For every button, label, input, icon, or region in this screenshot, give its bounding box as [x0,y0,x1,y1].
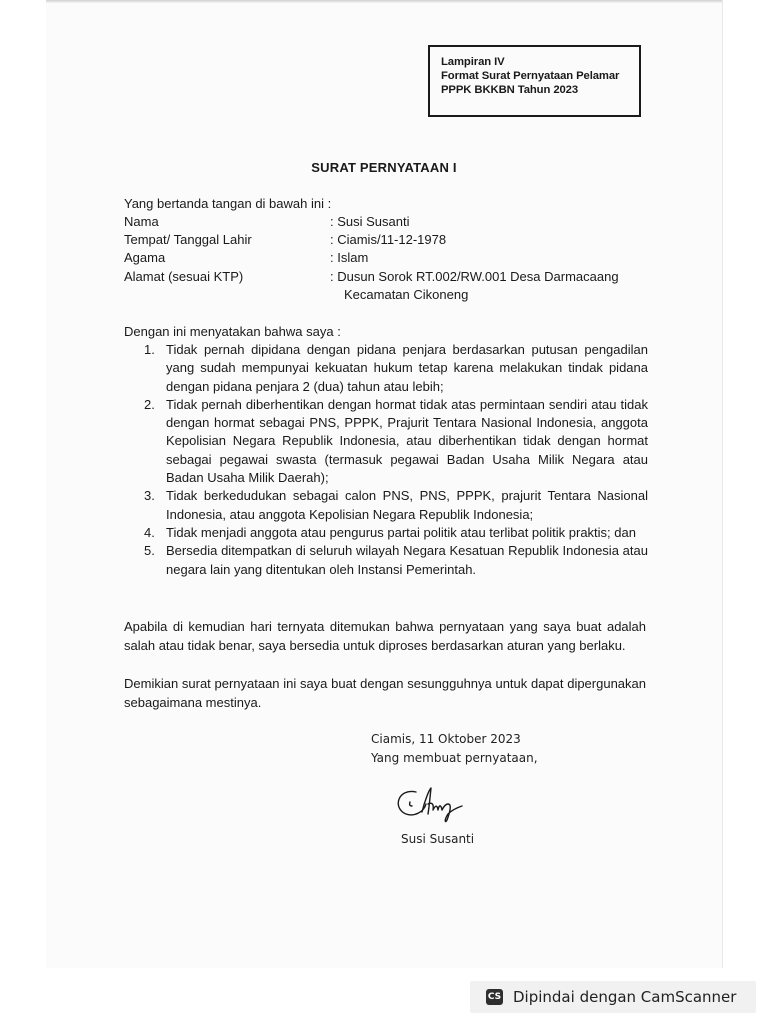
field-value: : Susi Susanti [330,214,410,229]
field-value: : Islam [330,250,369,265]
list-number: 1. [144,342,155,357]
list-text: Tidak menjadi anggota atau pengurus partai politik atau terlibat politik praktis; dan [166,524,636,540]
place-date: Ciamis, 11 Oktober 2023 [371,732,521,746]
list-number: 3. [144,488,155,504]
field-label: Tempat/ Tanggal Lahir [124,232,252,247]
lampiran-box [428,45,641,117]
lampiran-line-2: Format Surat Pernyataan Pelamar [441,70,620,82]
address-line-1: : Dusun Sorok RT.002/RW.001 Desa Darmacaang [330,269,619,284]
camscanner-icon: CS [486,989,503,1005]
list-item [124,542,648,579]
closing-paragraph-2: Demikian surat pernyataan ini saya buat dengan sesungguhnya untuk dapat dipergunakan sebagaimana mestinya. [124,676,646,710]
address-line-2: Kecamatan Cikoneng [344,287,469,302]
field-label: Agama [124,250,166,265]
handwritten-signature [392,782,468,826]
list-text: Tidak berkedudukan sebagai calon PNS, PNS, PPPK, prajurit Tentara Nasional Indonesia, atau anggota Kepolisian Negara Republik Indonesia; [166,488,648,522]
document-title: SURAT PERNYATAAN I [311,160,457,175]
lampiran-line-3: PPPK BKKBN Tahun 2023 [441,84,579,96]
signer-name: Susi Susanti [401,832,475,846]
field-label: Nama [124,214,159,229]
list-item [124,487,648,524]
camscanner-watermark [470,981,756,1013]
list-number: 4. [144,524,155,540]
scan-edge [46,0,722,3]
list-number: 2. [144,396,155,412]
field-value: : Ciamis/11-12-1978 [330,232,447,247]
camscanner-label: Dipindai dengan CamScanner [513,988,737,1006]
list-number: 5. [144,543,155,559]
statement-intro: Dengan ini menyatakan bahwa saya : [124,324,341,339]
statement-list [124,341,648,579]
list-text: Tidak pernah dipidana dengan pidana penjara berdasarkan putusan pengadilan yang sudah mempunyai kekuatan hukum tetap karena melakukan tindak pidana dengan pidana penjara 2 (dua) tahun atau lebih; [166,342,648,394]
list-item [124,341,648,396]
field-label: Alamat (sesuai KTP) [124,269,244,284]
list-text: Bersedia ditempatkan di seluruh wilayah Negara Kesatuan Republik Indonesia atau negara lain yang ditentukan oleh Instansi Pemerintah. [166,543,648,577]
closing-paragraph-1: Apabila di kemudian hari ternyata ditemukan bahwa pernyataan yang saya buat adalah salah atau tidak benar, saya bersedia untuk diproses berdasarkan aturan yang berlaku. [124,619,646,653]
intro-text: Yang bertanda tangan di bawah ini : [124,196,332,211]
list-item [124,524,648,542]
list-text: Tidak pernah diberhentikan dengan hormat tidak atas permintaan sendiri atau tidak dengan hormat sebagai PNS, PPPK, Prajurit Tentara Nasional Indonesia, anggota Kepolisian Negara Republik Indonesia, atau diberhentikan tidak dengan hormat sebagai pegawai swasta (termasuk pegawai Badan Usaha Milik Negara atau Badan Usaha Milik Daerah); [166,396,648,486]
list-item [124,396,648,487]
lampiran-line-1: Lampiran IV [441,56,505,68]
field-value [330,268,619,304]
maker-label: Yang membuat pernyataan, [371,751,538,765]
